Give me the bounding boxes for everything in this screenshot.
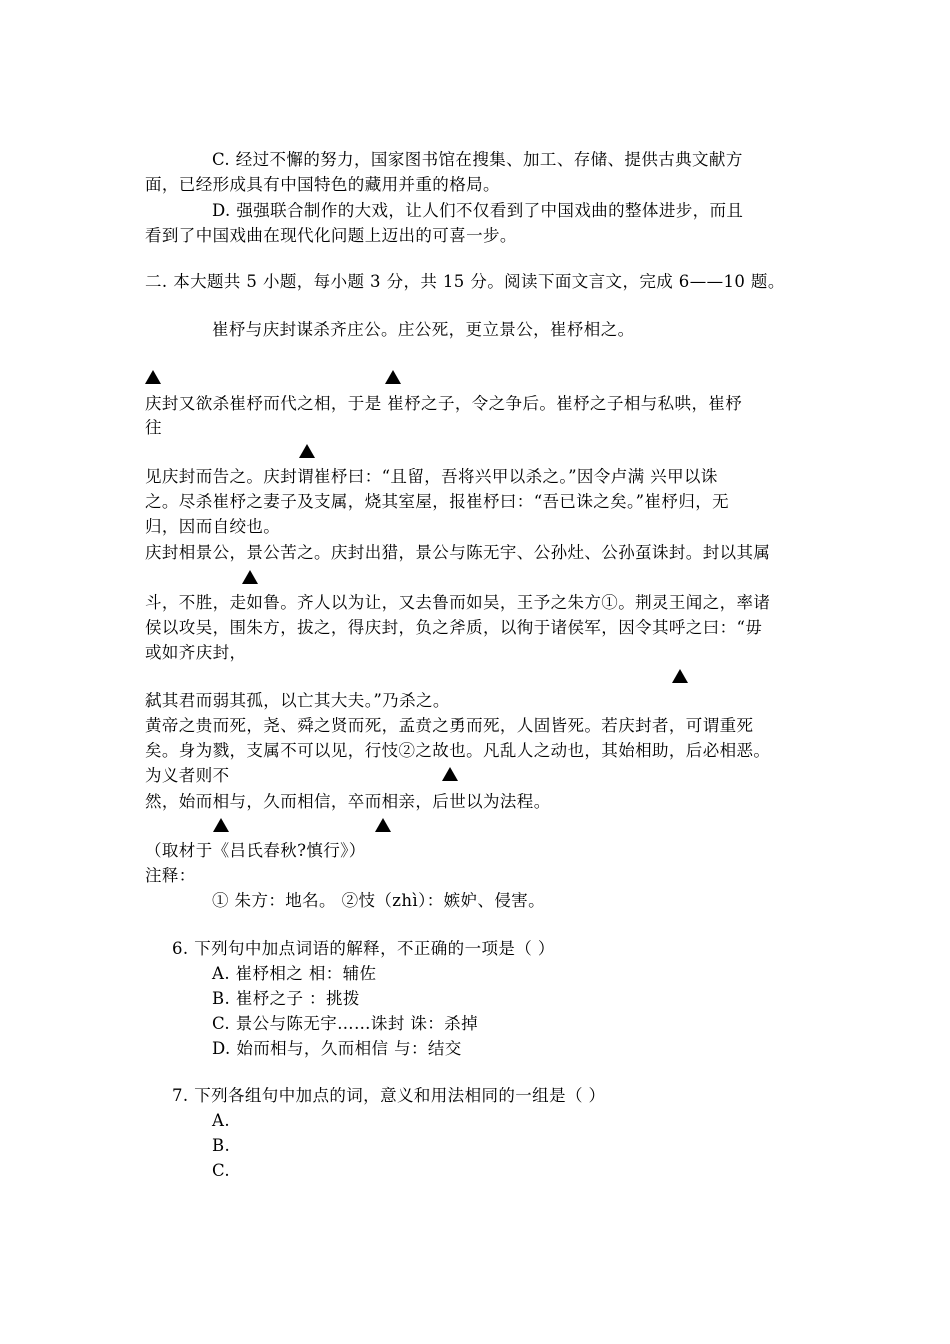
passage-line-15: 然，始而相与，久而相信，卒而相亲，后世以为法程。 [145, 792, 551, 811]
triangle-mark [213, 818, 229, 832]
triangle-mark [442, 767, 458, 781]
passage-line-8: 斗，不胜，走如鲁。齐人以为让，又去鲁而如吴，王予之朱方①。荆灵王闻之，率诸 [145, 593, 771, 612]
triangle-mark [385, 370, 401, 384]
passage-line-12: 黄帝之贵而死，尧、舜之贤而死，孟贲之勇而死，人固皆死。若庆封者，可谓重死 [145, 716, 754, 735]
passage-line-7: 庆封相景公，景公苦之。庆封出猎，景公与陈无宇、公孙灶、公孙虿诛封。封以其属 [145, 543, 771, 562]
section-header: 二. 本大题共 5 小题，每小题 3 分，共 15 分。阅读下面文言文，完成 6——10 题。 [145, 272, 785, 291]
passage-line-3: 往 [145, 418, 162, 437]
passage-line-14: 为义者则不 [145, 766, 230, 785]
option-d-line2: 看到了中国戏曲在现代化问题上迈出的可喜一步。 [145, 226, 517, 245]
q6-option-d: D. 始而相与，久而相信 与：结交 [212, 1039, 462, 1058]
passage-line-5: 之。尽杀崔杼之妻子及支属，烧其室屋，报崔杼曰：“吾已诛之矣。”崔杼归，无 [145, 492, 730, 511]
q7-option-c: C. [212, 1161, 231, 1180]
passage-line-4: 见庆封而告之。庆封谓崔杼曰：“且留，吾将兴甲以杀之。”因令卢满 兴甲以诛 [145, 467, 718, 486]
option-c-line2: 面，已经形成具有中国特色的藏用并重的格局。 [145, 175, 500, 194]
passage-line-6: 归，因而自绞也。 [145, 517, 281, 536]
passage-line-11: 弑其君而弱其孤，以亡其大夫。”乃杀之。 [145, 691, 450, 710]
passage-line-1: 崔杼与庆封谋杀齐庄公。庄公死，更立景公，崔杼相之。 [212, 320, 635, 339]
notes-text: ① 朱方：地名。 ②忮（zhì）：嫉妒、侵害。 [212, 891, 546, 910]
q7-option-b: B. [212, 1136, 231, 1155]
q6-stem: 6. 下列句中加点词语的解释，不正确的一项是（ ） [172, 939, 555, 958]
option-d-line1: D. 强强联合制作的大戏，让人们不仅看到了中国戏曲的整体进步，而且 [212, 201, 744, 220]
q6-option-b: B. 崔杼之子 ：挑拨 [212, 989, 360, 1008]
triangle-mark [242, 570, 258, 584]
passage-line-2: 庆封又欲杀崔杼而代之相，于是 崔杼之子，令之争后。崔杼之子相与私哄，崔杼 [145, 394, 743, 413]
passage-source: （取材于《吕氏春秋?慎行》） [145, 841, 366, 860]
triangle-mark [672, 669, 688, 683]
passage-line-10: 或如齐庆封， [145, 643, 247, 662]
passage-line-9: 侯以攻吴，围朱方，拔之，得庆封，负之斧质，以徇于诸侯军，因令其呼之曰：“毋 [145, 618, 763, 637]
q6-option-a: A. 崔杼相之 相：辅佐 [212, 964, 377, 983]
q7-stem: 7. 下列各组句中加点的词，意义和用法相同的一组是（ ） [172, 1086, 606, 1105]
q7-option-a: A. [212, 1111, 230, 1130]
passage-line-13: 矣。身为戮，支属不可以见，行忮②之故也。凡乱人之动也，其始相助，后必相恶。 [145, 741, 771, 760]
triangle-mark [375, 818, 391, 832]
notes-label: 注释： [145, 866, 196, 885]
q6-option-c: C. 景公与陈无宇……诛封 诛：杀掉 [212, 1014, 478, 1033]
triangle-mark [299, 444, 315, 458]
option-c-line1: C. 经过不懈的努力，国家图书馆在搜集、加工、存储、提供古典文献方 [212, 150, 743, 169]
triangle-mark [145, 370, 161, 384]
